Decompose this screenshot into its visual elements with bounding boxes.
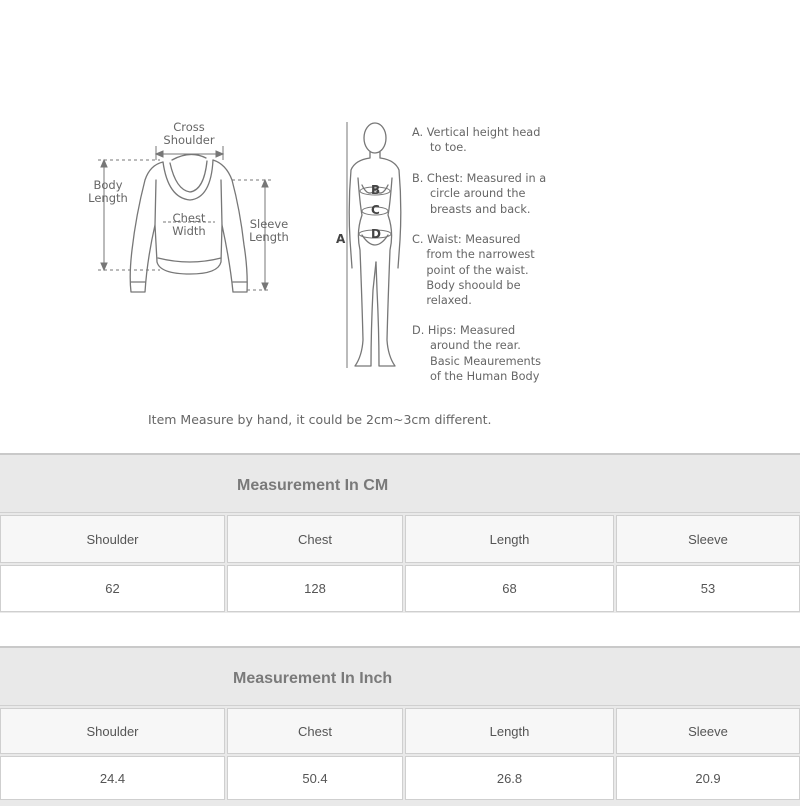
note-chest: B. Chest: Measured in a circle around the breasts and back. (412, 172, 547, 216)
table-inch-value-sleeve: 20.9 (616, 756, 800, 800)
sleeve-length-label: Sleeve Length (249, 217, 289, 244)
table-cm-value-shoulder: 62 (0, 565, 225, 612)
table-cm-title-bar (0, 453, 800, 513)
body-letter-a: A (336, 232, 346, 246)
table-cm-header-sleeve: Sleeve (616, 515, 800, 563)
table-cm-value-chest: 128 (227, 565, 403, 612)
table-cm-title: Measurement In CM (237, 477, 389, 494)
table-cm-header-chest: Chest (227, 515, 403, 563)
table-cm-header-shoulder: Shoulder (0, 515, 225, 563)
table-inch-value-chest: 50.4 (227, 756, 403, 800)
note-height: A. Vertical height head to toe. (412, 126, 541, 155)
chest-width-label: Chest Width (172, 211, 206, 238)
table-cm-header-length: Length (405, 515, 614, 563)
note-hips: D. Hips: Measured around the rear. Basic Meaurements of the Human Body (412, 324, 542, 383)
note-waist: C. Waist: Measured from the narrowest point of the waist. Body shoould be relaxed. (412, 233, 535, 308)
body-letter-b: B (371, 183, 381, 197)
table-inch-value-length: 26.8 (405, 756, 614, 800)
table-inch-value-shoulder: 24.4 (0, 756, 225, 800)
body-letter-d: D (371, 227, 381, 241)
measure-caption: Item Measure by hand, it could be 2cm~3cm different. (148, 412, 492, 427)
cross-shoulder-label: Cross Shoulder (163, 120, 215, 147)
table-inch-header-length: Length (405, 708, 614, 754)
body-letter-c: C (371, 203, 380, 217)
table-inch-title-bar (0, 646, 800, 706)
table-cm-value-length: 68 (405, 565, 614, 612)
human-figure (349, 123, 401, 366)
table-inch-header-sleeve: Sleeve (616, 708, 800, 754)
table-inch-title: Measurement In Inch (233, 670, 393, 687)
body-length-label: Body Length (88, 178, 128, 205)
table-inch-header-chest: Chest (227, 708, 403, 754)
table-inch-header-shoulder: Shoulder (0, 708, 225, 754)
table-cm-value-sleeve: 53 (616, 565, 800, 612)
